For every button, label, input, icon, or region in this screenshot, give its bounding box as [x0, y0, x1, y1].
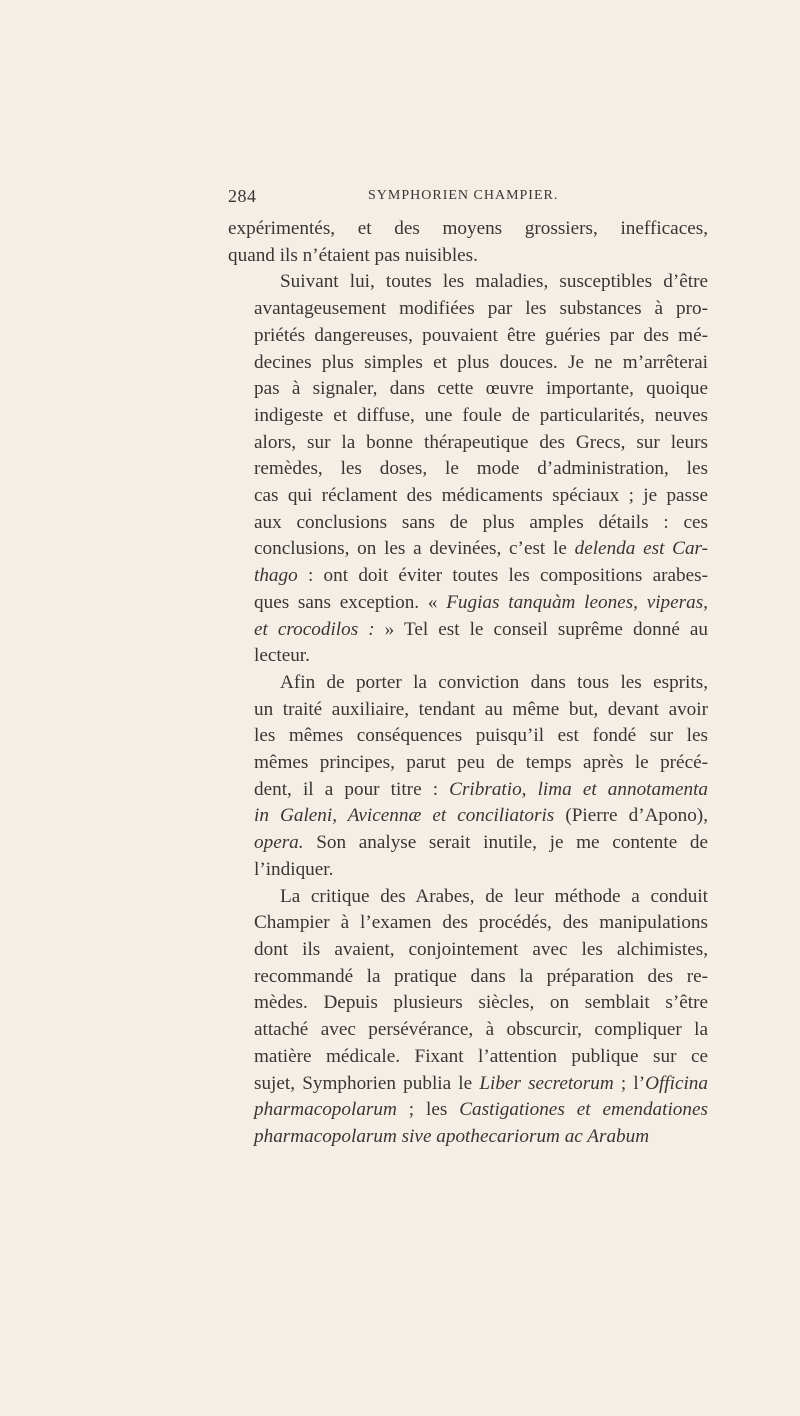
italic-text: pharmacopolarum sive apothecariorum ac Arabum — [254, 1125, 650, 1147]
text-line — [228, 510, 708, 537]
text-line — [228, 990, 708, 1017]
text-run: avantageusement modifiées par les substances à pro- — [254, 298, 708, 320]
text-line — [228, 857, 708, 884]
book-page — [228, 186, 708, 1151]
text-run: ; les — [396, 1099, 460, 1121]
text-run: ; l’ — [613, 1072, 646, 1094]
italic-text: Liber secretorum — [479, 1072, 614, 1094]
italic-text: pharmacopolarum — [254, 1099, 397, 1121]
text-line — [228, 803, 708, 830]
text-run: recommandé la pratique dans la préparation des re- — [254, 965, 708, 987]
text-run: conclusions, on les a devinées, c’est le — [254, 538, 575, 560]
text-run: mêmes principes, parut peu de temps après le précé- — [254, 752, 708, 774]
text-run: remèdes, les doses, le mode d’administration, les — [254, 458, 708, 480]
text-line — [228, 403, 708, 430]
text-run: Champier à l’examen des procédés, des manipulations — [254, 912, 708, 934]
text-line — [228, 697, 708, 724]
text-run: dent, il a pour titre : — [254, 778, 450, 800]
text-run: pas à signaler, dans cette œuvre importante, quoique — [254, 378, 708, 400]
text-run: priétés dangereuses, pouvaient être guéries par des mé- — [254, 324, 708, 346]
text-run: sujet, Symphorien publia le — [254, 1072, 480, 1094]
text-line — [228, 376, 708, 403]
text-line — [228, 830, 708, 857]
text-run: Son analyse serait inutile, je me contente de — [303, 832, 708, 854]
text-run: alors, sur la bonne thérapeutique des Grecs, sur leurs — [254, 431, 708, 453]
text-run: matière médicale. Fixant l’attention publique sur ce — [254, 1045, 708, 1067]
text-run: un traité auxiliaire, tendant au même but, devant avoir — [254, 698, 708, 720]
text-line — [228, 323, 708, 350]
text-line — [228, 1071, 708, 1098]
body-text — [228, 216, 708, 1151]
italic-text: Officina — [645, 1072, 708, 1094]
text-run: lecteur. — [254, 645, 310, 667]
text-line — [228, 750, 708, 777]
text-line — [228, 243, 708, 270]
page-header — [228, 186, 708, 210]
italic-text: delenda est Car- — [574, 538, 709, 560]
text-line — [228, 1124, 708, 1151]
text-run: : ont doit éviter toutes les compositions arabes- — [297, 565, 708, 587]
text-line — [228, 937, 708, 964]
text-line — [228, 563, 708, 590]
text-line — [228, 670, 708, 697]
italic-text: et crocodilos : — [254, 618, 375, 640]
italic-text: opera. — [254, 832, 304, 854]
text-line — [228, 643, 708, 670]
paragraph — [228, 670, 708, 884]
text-line — [228, 590, 708, 617]
italic-text: thago — [254, 565, 298, 587]
text-line — [228, 216, 708, 243]
text-run: l’indiquer. — [254, 858, 334, 880]
text-line — [228, 777, 708, 804]
text-line — [228, 617, 708, 644]
paragraph — [228, 269, 708, 670]
text-run: ques sans exception. « — [254, 591, 447, 613]
text-line — [228, 1017, 708, 1044]
text-line — [228, 1097, 708, 1124]
text-run: La critique des Arabes, de leur méthode a conduit — [280, 885, 708, 907]
italic-text: Castigationes et emendationes — [459, 1099, 708, 1121]
text-run: quand ils n’étaient pas nuisibles. — [228, 244, 478, 266]
text-line — [228, 723, 708, 750]
text-line — [228, 536, 708, 563]
text-line — [228, 350, 708, 377]
text-run: decines plus simples et plus douces. Je ne m’arrêterai — [254, 351, 708, 373]
running-head: SYMPHORIEN CHAMPIER. — [368, 188, 559, 203]
text-run: cas qui réclament des médicaments spéciaux ; je passe — [254, 485, 708, 507]
text-run: indigeste et diffuse, une foule de particularités, neuves — [254, 404, 708, 426]
text-line — [228, 456, 708, 483]
text-run: (Pierre d’Apono), — [554, 805, 708, 827]
text-line — [228, 269, 708, 296]
page-number: 284 — [228, 186, 257, 206]
text-run: expérimentés, et des moyens grossiers, inefficaces, — [228, 218, 708, 239]
text-line — [228, 483, 708, 510]
paragraph — [228, 216, 708, 269]
text-run: mèdes. Depuis plusieurs siècles, on semblait s’être — [254, 992, 708, 1014]
italic-text: Cribratio, lima et annotamenta — [449, 778, 708, 800]
text-run: les mêmes conséquences puisqu’il est fondé sur les — [254, 725, 708, 747]
text-line — [228, 964, 708, 991]
text-line — [228, 296, 708, 323]
text-run: Suivant lui, toutes les maladies, susceptibles d’être — [280, 271, 708, 293]
text-run: attaché avec persévérance, à obscurcir, compliquer la — [254, 1019, 708, 1041]
text-run: dont ils avaient, conjointement avec les alchimistes, — [254, 938, 708, 960]
text-run: » Tel est le conseil suprême donné au — [374, 618, 708, 640]
italic-text: Fugias tanquàm leones, viperas, — [446, 591, 708, 613]
text-line — [228, 430, 708, 457]
text-run: aux conclusions sans de plus amples détails : ces — [254, 511, 708, 533]
text-line — [228, 884, 708, 911]
text-line — [228, 910, 708, 937]
text-run: Afin de porter la conviction dans tous les esprits, — [280, 671, 708, 693]
text-line — [228, 1044, 708, 1071]
italic-text: in Galeni, Avicennæ et conciliatoris — [254, 805, 555, 827]
paragraph — [228, 884, 708, 1151]
